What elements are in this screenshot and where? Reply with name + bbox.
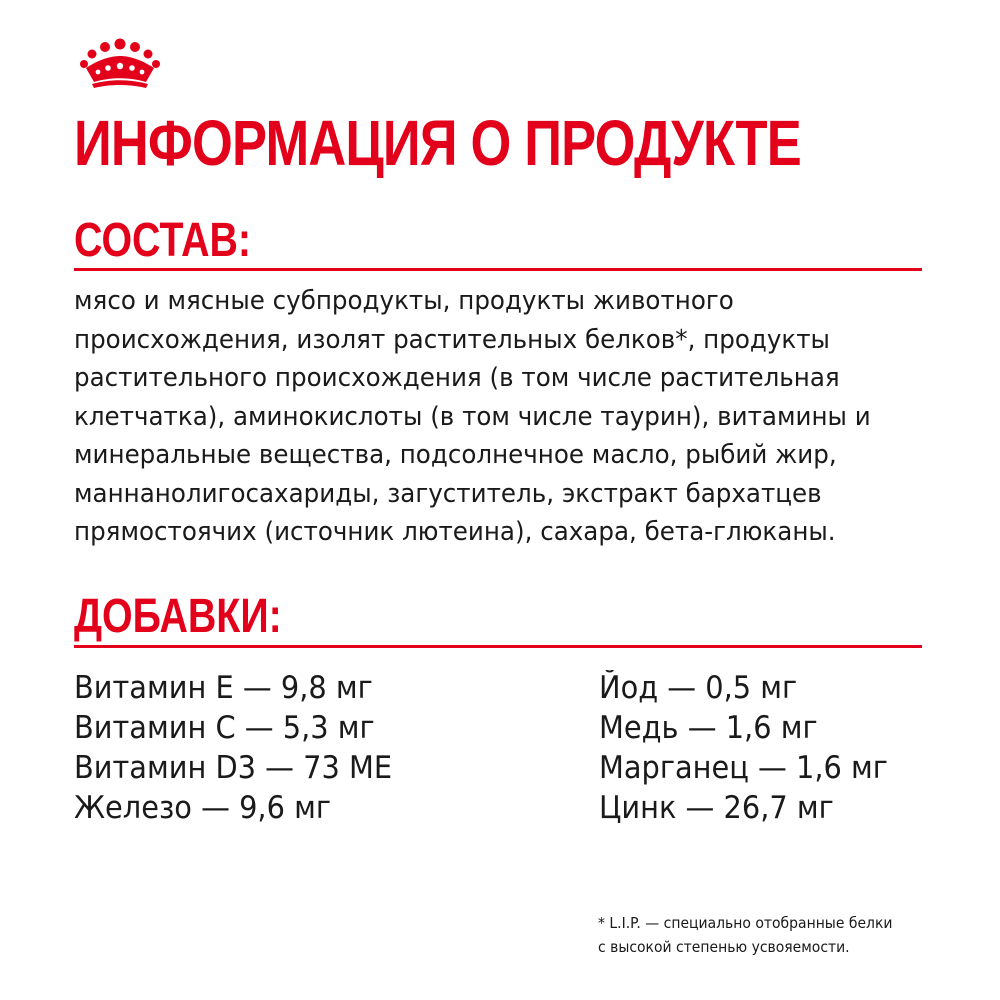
footnote [598, 911, 905, 959]
page-title: ИНФОРМАЦИЯ О ПРОДУКТЕ [74, 107, 801, 179]
composition-text: мясо и мясные субпродукты, продукты животного происхождения, изолят растительных белков*, продукты растительного происхождения (в том числе растительная клетчатка), аминокислоты (в том числе таурин), витамины и минеральные вещества, подсолнечное масло, рыбий жир, маннанолигосахариды, загуститель, экстракт бархатцев прямостоячих (источник лютеина), сахара, бета-глюканы. [74, 286, 871, 547]
additive-item: Витамин D3 — 73 МЕ [74, 750, 393, 786]
additive-item: Цинк — 26,7 мг [599, 790, 834, 826]
crown-icon [78, 38, 162, 88]
additives-list-left [74, 668, 416, 828]
additive-item: Медь — 1,6 мг [599, 710, 818, 746]
footnote-line: с высокой степенью усвояемости. [598, 938, 850, 956]
section-divider [74, 268, 922, 271]
composition-heading: СОСТАВ: [74, 214, 252, 267]
additive-item: Марганец — 1,6 мг [599, 750, 888, 786]
section-divider [74, 645, 922, 648]
footnote-line: * L.I.P. — специально отобранные белки [598, 914, 893, 932]
additives-list-right [599, 668, 910, 828]
additive-item: Железо — 9,6 мг [74, 790, 331, 826]
additive-item: Витамин Е — 9,8 мг [74, 670, 373, 706]
additive-item: Йод — 0,5 мг [599, 670, 798, 706]
additives-heading: ДОБАВКИ: [74, 590, 282, 643]
additive-item: Витамин С — 5,3 мг [74, 710, 375, 746]
